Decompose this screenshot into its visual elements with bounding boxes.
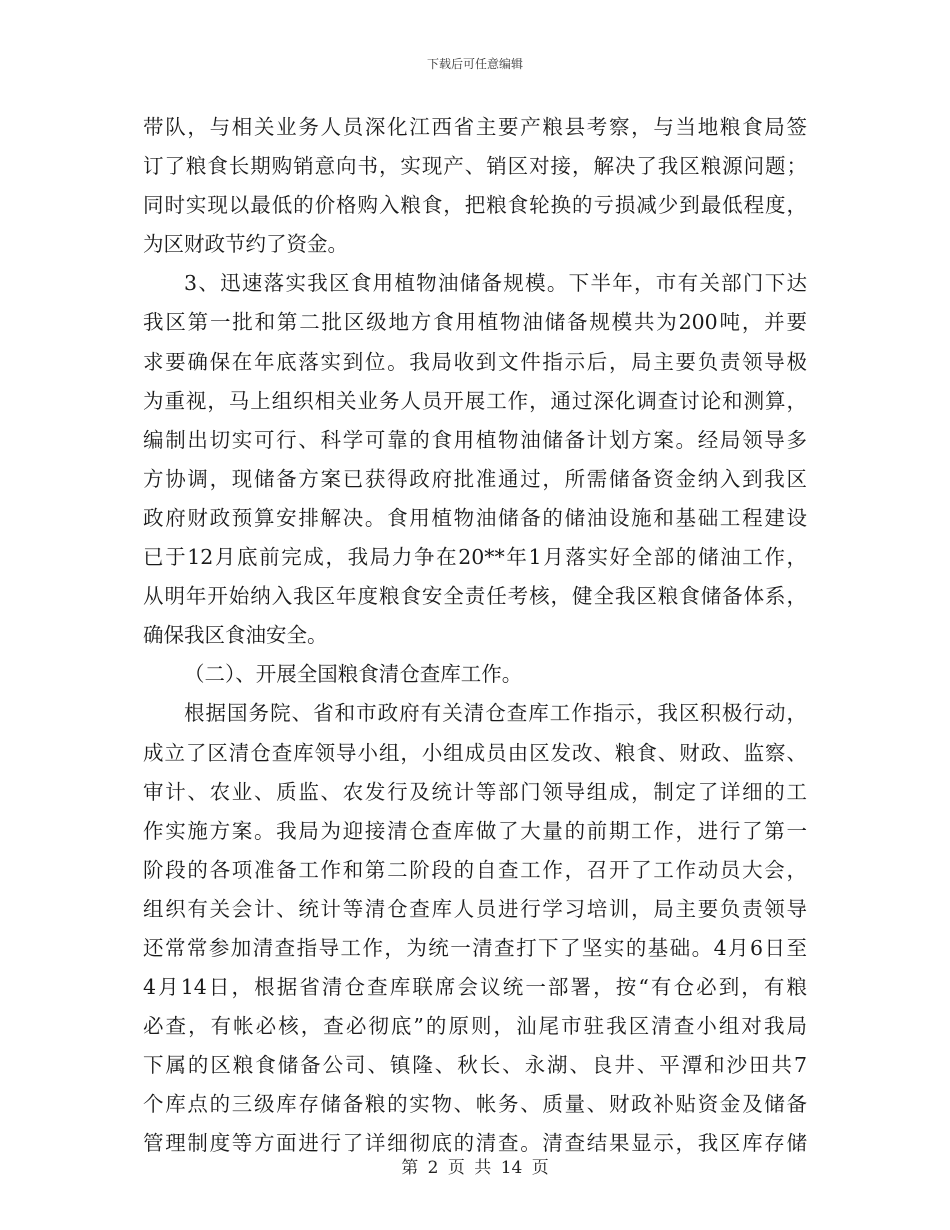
text-line: 订了粮食长期购销意向书，实现产、销区对接，解决了我区粮源问题； [143, 154, 807, 179]
text-line: 从明年开始纳入我区年度粮食安全责任考核，健全我区粮食储备体系， [143, 584, 807, 609]
text-line: 阶段的各项准备工作和第二阶段的自查工作，召开了工作动员大会， [143, 857, 807, 882]
text-line: 作实施方案。我局为迎接清仓查库做了大量的前期工作，进行了第一 [143, 818, 807, 843]
text-line: 方协调，现储备方案已获得政府批准通过，所需储备资金纳入到我区 [143, 466, 807, 491]
text-line: 已于12月底前完成，我局力争在20**年1月落实好全部的储油工作， [143, 545, 807, 570]
text-line: 根据国务院、省和市政府有关清仓查库工作指示，我区积极行动， [184, 701, 807, 726]
text-line: 4月14日，根据省清仓查库联席会议统一部署，按“有仓必到，有粮 [143, 975, 807, 1000]
text-line: 个库点的三级库存储备粮的实物、帐务、质量、财政补贴资金及储备 [143, 1092, 807, 1117]
text-line: 必查，有帐必核，查必彻底”的原则，汕尾市驻我区清查小组对我局 [143, 1014, 807, 1039]
text-line: 为重视，马上组织相关业务人员开展工作，通过深化调查讨论和测算， [143, 388, 807, 413]
text-line: （二）、开展全国粮食清仓查库工作。 [184, 662, 523, 687]
page-header: 下载后可任意编辑 [426, 57, 523, 71]
text-line: 管理制度等方面进行了详细彻底的清查。清查结果显示，我区库存储 [143, 1131, 807, 1156]
text-line: 编制出切实可行、科学可靠的食用植物油储备计划方案。经局领导多 [143, 427, 807, 452]
text-line: 为区财政节约了资金。 [143, 232, 348, 257]
text-line: 政府财政预算安排解决。食用植物油储备的储油设施和基础工程建设 [143, 505, 807, 530]
text-line: 带队，与相关业务人员深化江西省主要产粮县考察，与当地粮食局签 [143, 115, 807, 139]
text-line: 同时实现以最低的价格购入粮食，把粮食轮换的亏损减少到最低程度， [143, 193, 807, 218]
text-line: 我区第一批和第二批区级地方食用植物油储备规模共为200吨，并要 [143, 310, 807, 335]
page-footer: 第 2 页 共 14 页 [401, 1158, 549, 1178]
text-line: 确保我区食油安全。 [143, 623, 328, 648]
text-line: 审计、农业、质监、农发行及统计等部门领导组成，制定了详细的工 [143, 779, 807, 804]
text-line: 求要确保在年底落实到位。我局收到文件指示后，局主要负责领导极 [143, 349, 807, 374]
text-line: 下属的区粮食储备公司、镇隆、秋长、永湖、良井、平潭和沙田共7 [143, 1053, 807, 1078]
text-line: 成立了区清仓查库领导小组，小组成员由区发改、粮食、财政、监察、 [143, 740, 807, 765]
text-line: 组织有关会计、统计等清仓查库人员进行学习培训，局主要负责领导 [143, 896, 807, 921]
text-line: 还常常参加清查指导工作，为统一清查打下了坚实的基础。4月6日至 [143, 935, 807, 960]
text-line: 3、迅速落实我区食用植物油储备规模。下半年，市有关部门下达 [184, 271, 807, 296]
body-text [143, 108, 807, 1164]
